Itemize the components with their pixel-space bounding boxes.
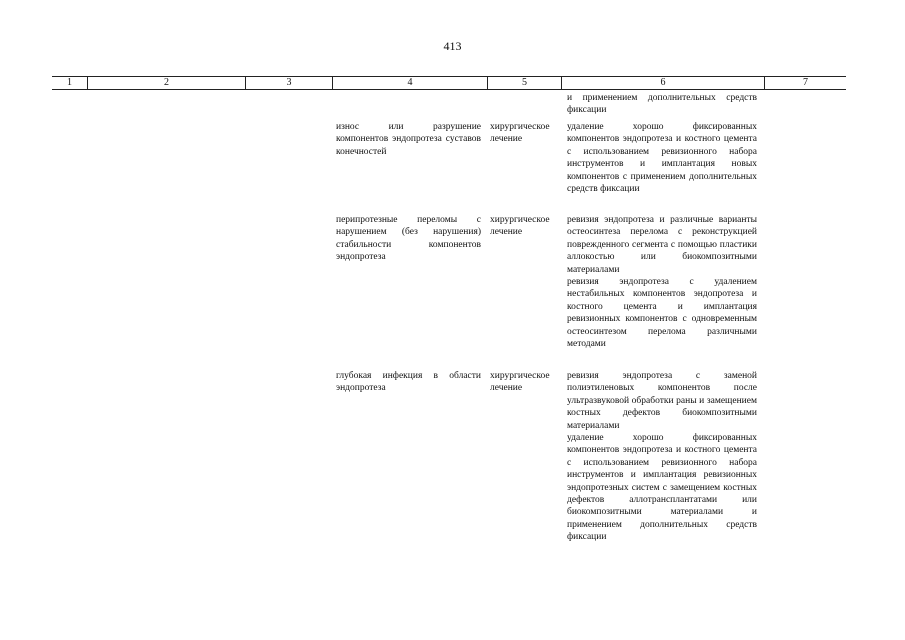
treatment-method: ревизия эндопротеза и различные варианты остеосинтеза перелома с реконструкцией поврежденного сегмента с помощью пластики аллокостью или биокомпозитными материалами	[567, 215, 757, 275]
column-number-6: 6	[660, 77, 666, 88]
treatment-method-cell	[567, 121, 757, 195]
column-number-4: 4	[407, 77, 413, 88]
treatment-method: удаление хорошо фиксированных компонентов эндопротеза и костного цемента с использованием ревизионного набора инструментов и имплантация новых компонентов с применением дополнительных средств фиксации	[567, 122, 757, 195]
condition-cell: глубокая инфекция в области эндопротеза	[336, 371, 481, 394]
page-number: 413	[443, 39, 462, 53]
condition-cell: износ или разрушение компонентов эндопротеза суставов конечностей	[336, 122, 481, 157]
treatment-method-cell	[567, 92, 757, 117]
column-number-header	[52, 76, 846, 90]
column-number-5: 5	[522, 77, 527, 88]
column-number-1: 1	[67, 77, 72, 88]
treatment-type-cell: хирургическое лечение	[490, 215, 550, 238]
treatment-type-cell: хирургическое лечение	[490, 122, 550, 145]
column-number-7: 7	[803, 77, 808, 88]
treatment-method-cell	[567, 370, 757, 544]
column-number-2: 2	[164, 77, 169, 88]
treatment-method: удаление хорошо фиксированных компонентов эндопротеза и костного цемента с использованием ревизионного набора инструментов и имплантация ревизионных эндопротезных систем с замещением костных дефектов аллотрансплантатами или биокомпозитными материалами и применением дополнительных средств фиксации	[567, 433, 757, 543]
column-number-3: 3	[286, 77, 292, 88]
condition-cell: перипротезные переломы с нарушением (без нарушения) стабильности компонентов эндопротеза	[336, 215, 481, 263]
treatment-method-cell	[567, 214, 757, 350]
treatment-method: ревизия эндопротеза с заменой полиэтиленовых компонентов после ультразвуковой обработки раны и замещением костных дефектов биокомпозитными материалами	[567, 371, 757, 431]
treatment-method: ревизия эндопротеза с удалением нестабильных компонентов эндопротеза и костного цемента и имплантация ревизионных компонентов с одновременным остеосинтезом перелома различными методами	[567, 277, 757, 350]
treatment-type-cell: хирургическое лечение	[490, 371, 550, 394]
treatment-method: и применением дополнительных средств фиксации	[567, 93, 757, 116]
